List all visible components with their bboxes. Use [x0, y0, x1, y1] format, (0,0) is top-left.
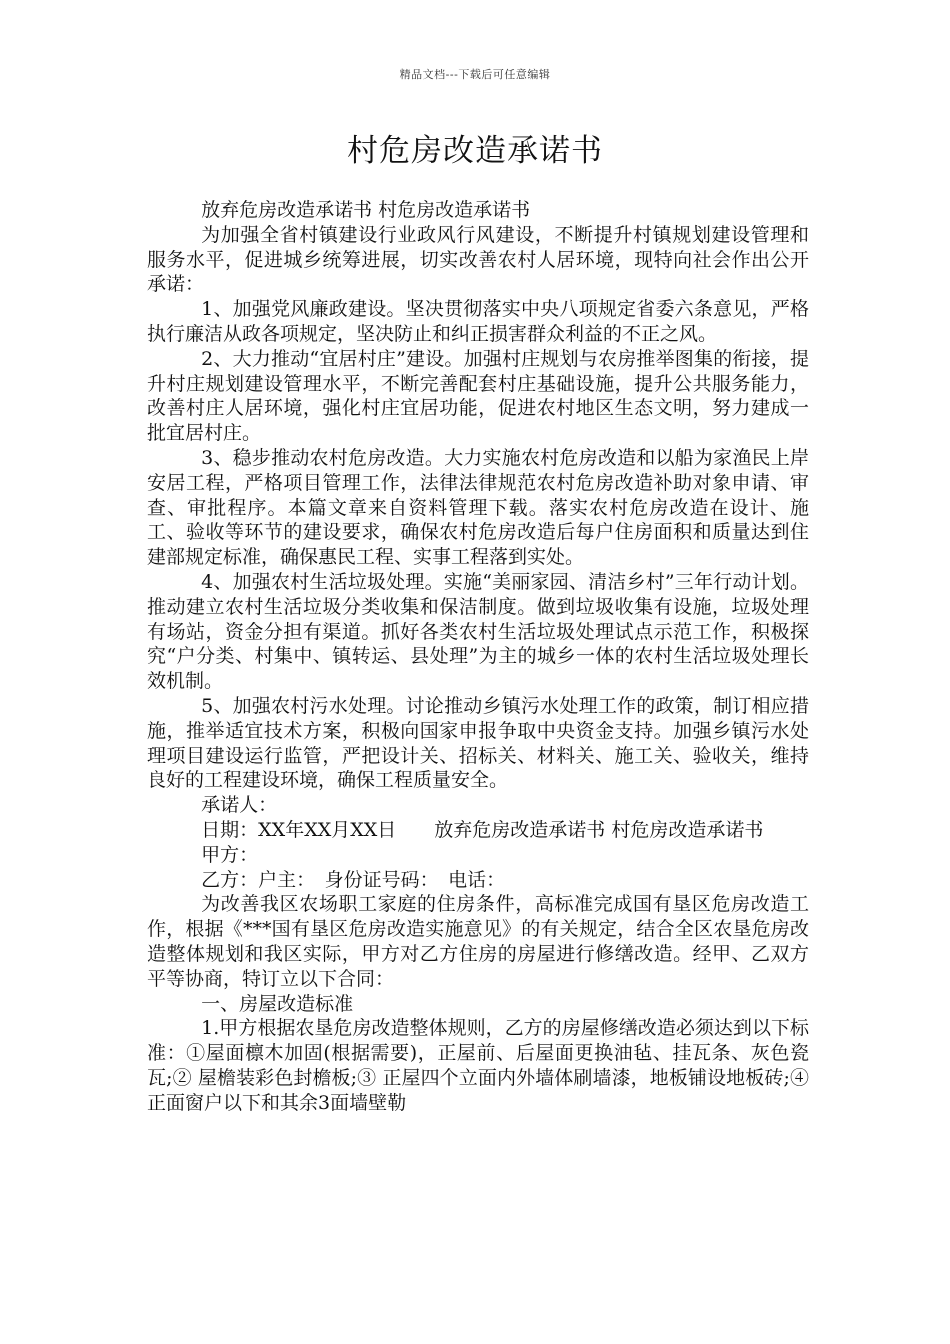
- paragraph: 4、加强农村生活垃圾处理。实施“美丽家园、清洁乡村”三年行动计划。推动建立农村生活垃圾分类收集和保洁制度。做到垃圾收集有设施，垃圾处理有场站，资金分担有渠道。抓好各类农村生活垃圾处理试点示范工作，积极探究“户分类、村集中、镇转运、县处理”为主的城乡一体的农村生活垃圾处理长效机制。: [147, 570, 809, 693]
- date-line: 日期：XX年XX月XX日 放弃危房改造承诺书 村危房改造承诺书: [201, 818, 764, 841]
- paragraph: 1、加强党风廉政建设。坚决贯彻落实中央八项规定省委六条意见，严格执行廉洁从政各项规定，坚决防止和纠正损害群众利益的不正之风。: [147, 298, 809, 345]
- party-a-line: 甲方：: [201, 843, 259, 866]
- paragraph: 放弃危房改造承诺书 村危房改造承诺书: [201, 199, 531, 221]
- party-b-line: 乙方：户主： 身份证号码： 电话：: [201, 868, 506, 891]
- document-title: 村危房改造承诺书: [347, 133, 603, 169]
- page-header-note: 精品文档---下载后可任意编辑: [399, 68, 551, 81]
- signatory-line: 承诺人：: [201, 794, 278, 817]
- paragraph: 为加强全省村镇建设行业政风行风建设，不断提升村镇规划建设管理和服务水平，促进城乡统筹进展，切实改善农村人居环境，现特向社会作出公开承诺：: [147, 223, 809, 296]
- paragraph: 为改善我区农场职工家庭的住房条件，高标准完成国有垦区危房改造工作，根据《***国有垦区危房改造实施意见》的有关规定，结合全区农垦危房改造整体规划和我区实际，甲方对乙方住房的房屋进行修缮改造。经甲、乙双方平等协商，特订立以下合同：: [147, 893, 809, 990]
- document-body: [147, 198, 809, 1115]
- paragraph: 3、稳步推动农村危房改造。大力实施农村危房改造和以船为家渔民上岸安居工程，严格项目管理工作，法律法律规范农村危房改造补助对象申请、审查、审批程序。本篇文章来自资料管理下载。落实农村危房改造在设计、施工、验收等环节的建设要求，确保农村危房改造后每户住房面积和质量达到住建部规定标准，确保惠民工程、实事工程落到实处。: [147, 446, 809, 569]
- section-heading: 一、房屋改造标准: [201, 992, 354, 1015]
- paragraph: 2、大力推动“宜居村庄”建设。加强村庄规划与农房推举图集的衔接，提升村庄规划建设管理水平，不断完善配套村庄基础设施，提升公共服务能力，改善村庄人居环境，强化村庄宜居功能，促进农村地区生态文明，努力建成一批宜居村庄。: [147, 347, 809, 445]
- paragraph: 1.甲方根据农垦危房改造整体规则，乙方的房屋修缮改造必须达到以下标准：①屋面檩木加固(根据需要)，正屋前、后屋面更换油毡、挂瓦条、灰色瓷瓦;② 屋檐装彩色封檐板;③ 正屋四个立面内外墙体刷墙漆，地板铺设地板砖;④ 正面窗户以下和其余3面墙壁勒: [147, 1017, 809, 1114]
- paragraph: 5、加强农村污水处理。讨论推动乡镇污水处理工作的政策，制订相应措施，推举适宜技术方案，积极向国家申报争取中央资金支持。加强乡镇污水处理项目建设运行监管，严把设计关、招标关、材料关、施工关、验收关，维持良好的工程建设环境，确保工程质量安全。: [147, 694, 809, 792]
